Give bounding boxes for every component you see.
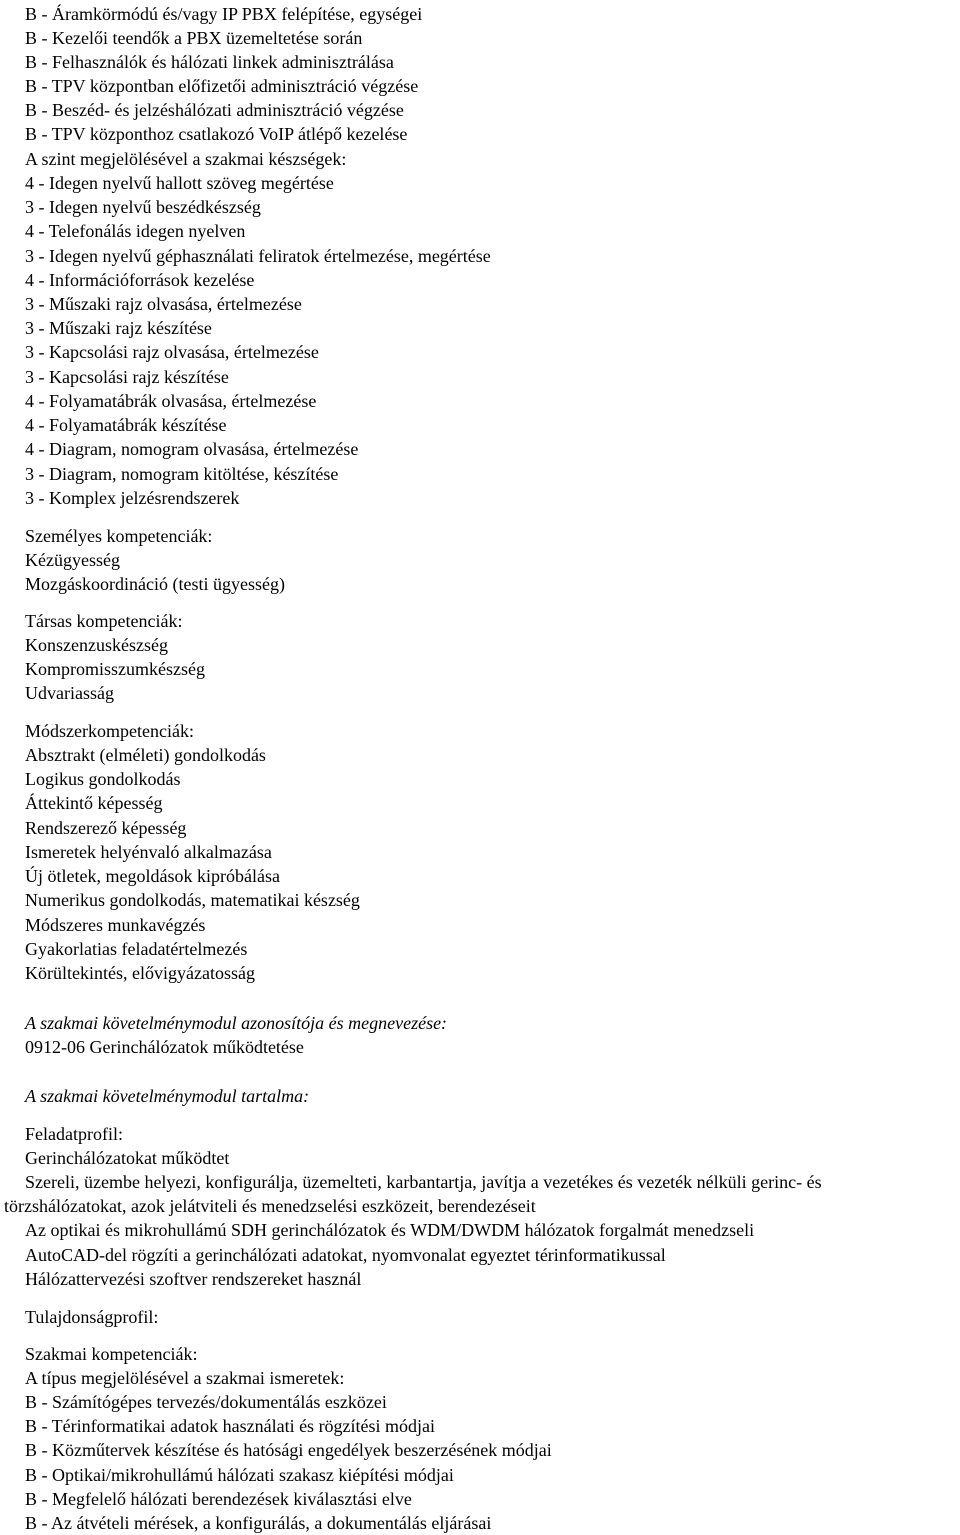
list-item: 3 - Komplex jelzésrendszerek	[25, 488, 240, 508]
method-competencies-heading: Módszerkompetenciák:	[25, 721, 194, 741]
list-item: Ismeretek helyénvaló alkalmazása	[25, 842, 272, 862]
list-item: B - Áramkörmódú és/vagy IP PBX felépítése, egységei	[25, 4, 423, 24]
list-item: Módszeres munkavégzés	[25, 915, 206, 935]
list-item: B - Térinformatikai adatok használati és rögzítési módjai	[25, 1416, 436, 1436]
list-item: 4 - Idegen nyelvű hallott szöveg megértése	[25, 173, 334, 193]
property-profile-heading: Tulajdonságprofil:	[25, 1307, 159, 1327]
list-item: B - Beszéd- és jelzéshálózati adminisztráció végzése	[25, 100, 404, 120]
list-item-continuation: törzshálózatokat, azok jelátviteli és menedzselési eszközeit, berendezéseit	[4, 1196, 536, 1216]
list-item: B - Közműtervek készítése és hatósági engedélyek beszerzésének módjai	[25, 1440, 552, 1460]
list-item: 3 - Kapcsolási rajz olvasása, értelmezése	[25, 342, 319, 362]
list-item: Kézügyesség	[25, 550, 120, 570]
list-item: B - Megfelelő hálózati berendezések kiválasztási elve	[25, 1489, 412, 1509]
social-competencies-heading: Társas kompetenciák:	[25, 611, 183, 631]
list-item: B - Felhasználók és hálózati linkek adminisztrálása	[25, 52, 394, 72]
section-subheading: A típus megjelölésével a szakmai ismeretek:	[25, 1368, 345, 1388]
list-item: Numerikus gondolkodás, matematikai készség	[25, 890, 360, 910]
list-item: Hálózattervezési szoftver rendszereket használ	[25, 1269, 362, 1289]
list-item: Áttekintő képesség	[25, 793, 163, 813]
list-item: B - Az átvételi mérések, a konfigurálás, a dokumentálás eljárásai	[25, 1513, 492, 1533]
list-item: Konszenzuskészség	[25, 635, 168, 655]
list-item: Mozgáskoordináció (testi ügyesség)	[25, 574, 285, 594]
list-item: Az optikai és mikrohullámú SDH gerinchálózatok és WDM/DWDM hálózatok forgalmát menedzseli	[25, 1220, 755, 1240]
list-item: 4 - Folyamatábrák olvasása, értelmezése	[25, 391, 317, 411]
list-item: Rendszerező képesség	[25, 818, 187, 838]
list-item: Szereli, üzembe helyezi, konfigurálja, üzemelteti, karbantartja, javítja a vezetékes és vezeték nélküli gerinc- és	[25, 1172, 822, 1192]
list-item: 3 - Diagram, nomogram kitöltése, készítése	[25, 464, 339, 484]
personal-competencies-heading: Személyes kompetenciák:	[25, 526, 213, 546]
list-item: 3 - Idegen nyelvű beszédkészség	[25, 197, 261, 217]
task-profile-heading: Feladatprofil:	[25, 1124, 123, 1144]
list-item: B - Számítógépes tervezés/dokumentálás eszközei	[25, 1392, 387, 1412]
list-item: Absztrakt (elméleti) gondolkodás	[25, 745, 266, 765]
list-item: Új ötletek, megoldások kipróbálása	[25, 866, 280, 886]
list-item: AutoCAD-del rögzíti a gerinchálózati adatokat, nyomvonalat egyeztet térinformatikussal	[25, 1245, 666, 1265]
list-item: B - Kezelői teendők a PBX üzemeltetése során	[25, 28, 363, 48]
professional-competencies-heading: Szakmai kompetenciák:	[25, 1344, 198, 1364]
list-item: 3 - Műszaki rajz olvasása, értelmezése	[25, 294, 302, 314]
list-item: 4 - Információforrások kezelése	[25, 270, 255, 290]
list-item: Gerinchálózatokat működtet	[25, 1148, 230, 1168]
list-item: 4 - Telefonálás idegen nyelven	[25, 221, 246, 241]
list-item: Udvariasság	[25, 683, 114, 703]
module-id-value: 0912-06 Gerinchálózatok működtetése	[25, 1037, 304, 1057]
list-item: Körültekintés, elővigyázatosság	[25, 963, 255, 983]
list-item: Gyakorlatias feladatértelmezés	[25, 939, 248, 959]
list-item: 3 - Műszaki rajz készítése	[25, 318, 212, 338]
list-item: B - TPV központhoz csatlakozó VoIP átlépő kezelése	[25, 124, 408, 144]
list-item: Logikus gondolkodás	[25, 769, 181, 789]
list-item: 4 - Folyamatábrák készítése	[25, 415, 227, 435]
list-item: 4 - Diagram, nomogram olvasása, értelmezése	[25, 439, 359, 459]
list-item: Kompromisszumkészség	[25, 659, 205, 679]
section-subheading: A szint megjelölésével a szakmai készségek:	[25, 149, 347, 169]
module-id-label: A szakmai követelménymodul azonosítója és megnevezése:	[25, 1013, 448, 1033]
list-item: 3 - Idegen nyelvű géphasználati feliratok értelmezése, megértése	[25, 246, 491, 266]
list-item: B - Optikai/mikrohullámú hálózati szakasz kiépítési módjai	[25, 1465, 454, 1485]
module-content-label: A szakmai követelménymodul tartalma:	[25, 1086, 310, 1106]
list-item: B - TPV központban előfizetői adminisztráció végzése	[25, 76, 419, 96]
list-item: 3 - Kapcsolási rajz készítése	[25, 367, 229, 387]
